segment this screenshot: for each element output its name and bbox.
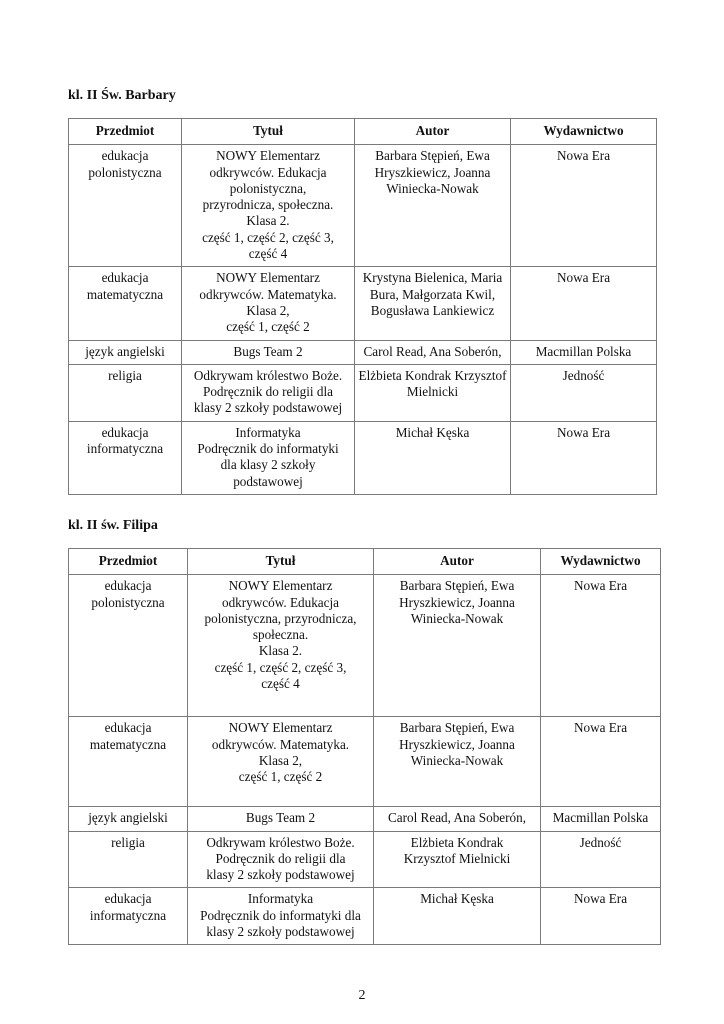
table-row bbox=[69, 145, 657, 267]
textbook-table-filipa bbox=[68, 548, 661, 945]
cell-title: Odkrywam królestwo Boże. Podręcznik do religii dla klasy 2 szkoły podstawowej bbox=[182, 364, 355, 421]
cell-author: Barbara Stępień, Ewa Hryszkiewicz, Joanna Winiecka-Nowak bbox=[374, 575, 541, 717]
header-autor: Autor bbox=[355, 119, 511, 145]
cell-title: Odkrywam królestwo Boże. Podręcznik do religii dla klasy 2 szkoły podstawowej bbox=[188, 831, 374, 888]
textbook-table-barbary bbox=[68, 118, 657, 495]
cell-author: Carol Read, Ana Soberón, bbox=[355, 340, 511, 364]
table-row bbox=[69, 831, 661, 888]
cell-publisher: Macmillan Polska bbox=[541, 807, 661, 831]
cell-subject: religia bbox=[69, 364, 182, 421]
cell-publisher: Jedność bbox=[541, 831, 661, 888]
cell-title: Bugs Team 2 bbox=[188, 807, 374, 831]
cell-author: Krystyna Bielenica, Maria Bura, Małgorzata Kwil, Bogusława Lankiewicz bbox=[355, 267, 511, 340]
cell-title: NOWY Elementarz odkrywców. Edukacja polonistyczna, przyrodnicza, społeczna. Klasa 2. część 1, część 2, część 3, część 4 bbox=[182, 145, 355, 267]
header-wydawnictwo: Wydawnictwo bbox=[541, 549, 661, 575]
table-row bbox=[69, 717, 661, 807]
cell-author: Michał Kęska bbox=[374, 888, 541, 945]
cell-author: Barbara Stępień, Ewa Hryszkiewicz, Joanna Winiecka-Nowak bbox=[355, 145, 511, 267]
table-row bbox=[69, 807, 661, 831]
cell-publisher: Nowa Era bbox=[541, 575, 661, 717]
cell-publisher: Nowa Era bbox=[511, 267, 657, 340]
table-row bbox=[69, 364, 657, 421]
cell-publisher: Nowa Era bbox=[541, 888, 661, 945]
cell-subject: język angielski bbox=[69, 340, 182, 364]
table-header-row bbox=[69, 119, 657, 145]
table-row bbox=[69, 267, 657, 340]
header-autor: Autor bbox=[374, 549, 541, 575]
cell-title: NOWY Elementarz odkrywców. Matematyka. Klasa 2, część 1, część 2 bbox=[188, 717, 374, 807]
table-row bbox=[69, 888, 661, 945]
page-number: 2 bbox=[358, 988, 366, 1003]
cell-publisher: Nowa Era bbox=[511, 145, 657, 267]
header-tytul: Tytuł bbox=[188, 549, 374, 575]
section-heading-barbary: kl. II Św. Barbary bbox=[68, 88, 176, 103]
cell-subject: edukacja polonistyczna bbox=[69, 145, 182, 267]
table-row bbox=[69, 340, 657, 364]
cell-subject: edukacja informatyczna bbox=[69, 888, 188, 945]
cell-title: Informatyka Podręcznik do informatyki dla klasy 2 szkoły podstawowej bbox=[188, 888, 374, 945]
header-tytul: Tytuł bbox=[182, 119, 355, 145]
cell-title: Informatyka Podręcznik do informatyki dla klasy 2 szkoły podstawowej bbox=[182, 421, 355, 494]
cell-subject: edukacja matematyczna bbox=[69, 717, 188, 807]
table-row bbox=[69, 421, 657, 494]
cell-title: NOWY Elementarz odkrywców. Edukacja polonistyczna, przyrodnicza, społeczna. Klasa 2. część 1, część 2, część 3, część 4 bbox=[188, 575, 374, 717]
cell-subject: język angielski bbox=[69, 807, 188, 831]
cell-publisher: Macmillan Polska bbox=[511, 340, 657, 364]
cell-author: Michał Kęska bbox=[355, 421, 511, 494]
header-przedmiot: Przedmiot bbox=[69, 119, 182, 145]
cell-author: Carol Read, Ana Soberón, bbox=[374, 807, 541, 831]
cell-title: NOWY Elementarz odkrywców. Matematyka. Klasa 2, część 1, część 2 bbox=[182, 267, 355, 340]
cell-publisher: Jedność bbox=[511, 364, 657, 421]
cell-author: Barbara Stępień, Ewa Hryszkiewicz, Joanna Winiecka-Nowak bbox=[374, 717, 541, 807]
cell-author: Elżbieta Kondrak Krzysztof Mielnicki bbox=[374, 831, 541, 888]
section-heading-filipa: kl. II św. Filipa bbox=[68, 518, 158, 533]
cell-publisher: Nowa Era bbox=[541, 717, 661, 807]
header-przedmiot: Przedmiot bbox=[69, 549, 188, 575]
header-wydawnictwo: Wydawnictwo bbox=[511, 119, 657, 145]
table-header-row bbox=[69, 549, 661, 575]
cell-subject: religia bbox=[69, 831, 188, 888]
cell-subject: edukacja informatyczna bbox=[69, 421, 182, 494]
table-row bbox=[69, 575, 661, 717]
cell-publisher: Nowa Era bbox=[511, 421, 657, 494]
cell-author: Elżbieta Kondrak Krzysztof Mielnicki bbox=[355, 364, 511, 421]
cell-subject: edukacja polonistyczna bbox=[69, 575, 188, 717]
cell-title: Bugs Team 2 bbox=[182, 340, 355, 364]
cell-subject: edukacja matematyczna bbox=[69, 267, 182, 340]
